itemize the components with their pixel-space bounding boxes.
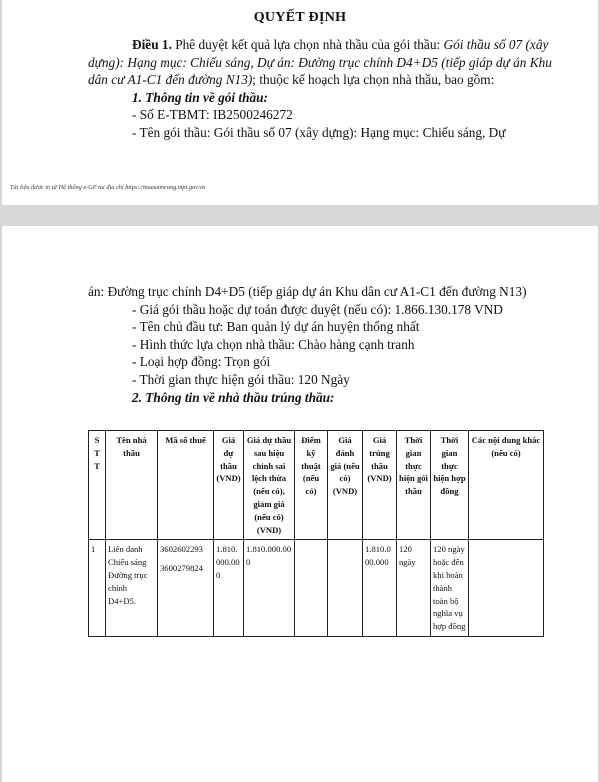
package-name-continuation: án: Đường trục chính D4+D5 (tiếp giáp dự án Khu dân cư A1-C1 đến đường N13)	[88, 284, 527, 299]
section-1-heading: 1. Thông tin về gói thầu:	[132, 89, 268, 105]
cell-evaluation-price	[328, 540, 363, 637]
package-name-line: - Tên gói thầu: Gói thầu số 07 (xây dựng): Hạng mục: Chiếu sáng, Dự	[132, 124, 506, 140]
header-technical-score: Điểm kỹ thuật (nếu có)	[295, 431, 328, 540]
cell-stt: 1	[89, 540, 106, 637]
document-page-1	[2, 0, 598, 205]
package-info-block	[88, 283, 558, 406]
header-stt: S T T	[89, 431, 106, 540]
article-1-text: Phê duyệt kết quả lựa chọn nhà thầu của gói thầu:	[171, 37, 444, 52]
investor-line: - Tên chủ đầu tư: Ban quản lý dự án huyện thống nhất	[132, 319, 420, 335]
package-price-line: - Giá gói thầu hoặc dự toán được duyệt (nếu có): 1.866.130.178 VND	[132, 301, 503, 317]
cell-corrected-price: 1.810.000.000	[244, 540, 295, 637]
cell-other-content	[469, 540, 544, 637]
header-package-duration: Thời gian thực hiện gói thầu	[397, 431, 431, 540]
cell-contractor-name: Liên danh Chiếu sáng Đường trục chính D4+D5.	[106, 540, 158, 637]
duration-line: - Thời gian thực hiện gói thầu: 120 Ngày	[132, 371, 350, 387]
article-1-block	[88, 36, 558, 142]
cell-package-duration: 120 ngày	[397, 540, 431, 637]
cell-technical-score	[295, 540, 328, 637]
section-2-heading: 2. Thông tin về nhà thầu trúng thầu:	[132, 389, 335, 405]
selection-method-line: - Hình thức lựa chọn nhà thầu: Chào hàng cạnh tranh	[132, 336, 415, 352]
header-tax-code: Mã số thuế	[158, 431, 214, 540]
decision-title: QUYẾT ĐỊNH	[253, 10, 347, 25]
cell-bid-price: 1.810.000.000	[214, 540, 244, 637]
cell-winning-price: 1.810.000.000	[363, 540, 397, 637]
article-1-package: Gói thầu số 07 (xây dựng): Hạng mục: Chiếu sáng, Dự án: Đường trục chính D4+D5 (tiếp giáp dự án Khu dân cư A1-C1 đến đường N13)	[88, 37, 552, 88]
header-bid-price: Giá dự thầu (VND)	[214, 431, 244, 540]
header-other-content: Các nội dung khác (nếu có)	[469, 431, 544, 540]
document-page-2	[2, 226, 598, 782]
table-header-row	[89, 431, 544, 540]
etbmt-line: - Số E-TBMT: IB2500246272	[132, 107, 293, 123]
table-row	[89, 540, 544, 637]
print-source-footnote: Tài liệu được in từ Hệ thống e-GP tại địa chỉ https://muasamcong.mpi.gov.vn	[10, 184, 206, 191]
article-1-tail: ; thuộc kế hoạch lựa chọn nhà thầu, bao gồm:	[252, 72, 495, 88]
cell-tax-codes	[158, 540, 214, 637]
article-1-paragraph	[88, 36, 558, 89]
winning-contractor-table	[88, 430, 544, 637]
header-evaluation-price: Giá đánh giá (nếu có) (VND)	[328, 431, 363, 540]
header-contractor-name: Tên nhà thầu	[106, 431, 158, 540]
header-winning-price: Giá trúng thầu (VND)	[363, 431, 397, 540]
header-contract-duration: Thời gian thực hiện hợp đồng	[431, 431, 469, 540]
tax-code-2: 3600279824	[160, 563, 203, 574]
header-corrected-price: Giá dự thầu sau hiệu chỉnh sai lệch thừa (nếu có), giảm giá (nếu có) (VND)	[244, 431, 295, 540]
cell-contract-duration: 120 ngày hoặc đến khi hoàn thành toàn bộ nghĩa vụ hợp đồng	[431, 540, 469, 637]
article-1-label: Điều 1.	[132, 37, 172, 52]
tax-code-1: 3602602293	[160, 544, 203, 555]
contract-type-line: - Loại hợp đồng: Trọn gói	[132, 354, 271, 370]
